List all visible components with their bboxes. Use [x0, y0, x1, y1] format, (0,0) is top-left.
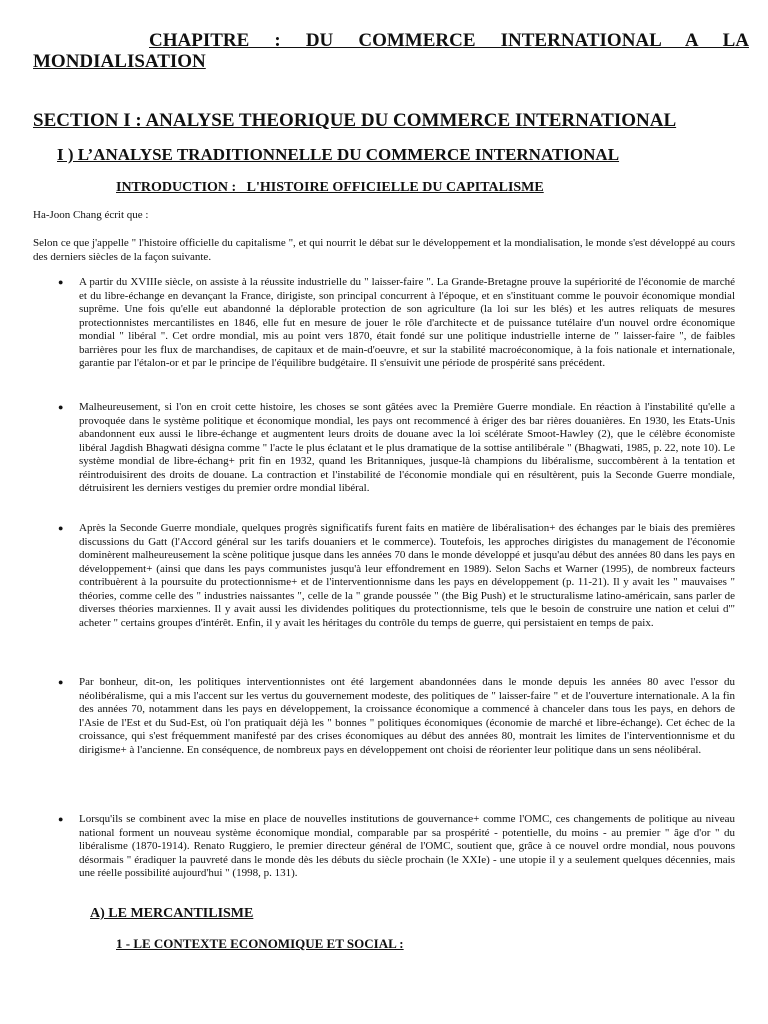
subsection-title: I ) L’ANALYSE TRADITIONNELLE DU COMMERCE INTERNATIONAL [57, 145, 620, 164]
bullet-icon: ● [58, 402, 64, 412]
list-item-text: Lorsqu'ils se combinent avec la mise en place de nouvelles institutions de gouvernance+ comme l'OMC, ces changements de politique au niveau national forment un nouveau système économique mondial, comparable par sa prospérité - potentielle, du moins - au premier " âge d'or " du libéralisme (1870-1914). Renato Ruggiero, le premier directeur général de l'OMC, soutient que, grâce à ce nouvel ordre mondial, nous pouvons désormais " éradiquer la pauvreté dans le monde dès les débuts du siècle prochain (le XXIe) - une utopie il y a seulement quelques décennies, mais une réelle possibilité aujourd'hui " (1998, p. 131). [79, 813, 735, 879]
chapter-title: CHAPITRE : DU COMMERCE INTERNATIONAL A LA MONDIALISATION [33, 30, 749, 72]
heading-mercantilisme: A) LE MERCANTILISME [90, 906, 254, 921]
list-item [33, 276, 735, 371]
author-line: Ha-Joon Chang écrit que : [33, 209, 149, 221]
list-item [33, 676, 735, 757]
list-item [33, 522, 735, 630]
bullet-icon: ● [58, 277, 64, 287]
intro-title: INTRODUCTION : L'HISTOIRE OFFICIELLE DU CAPITALISME [116, 180, 544, 195]
bullet-icon: ● [58, 677, 64, 687]
list-item-text: Malheureusement, si l'on en croit cette histoire, les choses se sont gâtées avec la Première Guerre mondiale. En réaction à l'instabilité qu'elle a provoquée dans le système politique et économique mondial, les pays ont recommencé à ériger des bar rières douanières. En 1930, les Etats-Unis abandonnent eux aussi le libre-échange et augmentent leurs droits de douane avec la loi scélérate Smoot-Hawley (2), que le célèbre économiste libéral Jagdish Bhagwati désigna comme " l'acte le plus éclatant et le plus dramatique de la sottise antilibérale " (Bhagwati, 1985, p. 22, note 10). Le système mondial de libre-échang+ prit fin en 1932, quand les Britanniques, jusque-là champions du libéralisme, succombèrent à la tentation et réintroduisirent des droits de douane. La contraction et l'instabilité de l'économie mondiale qui en résultèrent, puis la Seconde Guerre mondiale, détruisirent les derniers vestiges du premier ordre mondial libéral. [79, 401, 735, 494]
bullet-icon: ● [58, 814, 64, 824]
list-item-text: A partir du XVIIIe siècle, on assiste à la réussite industrielle du " laisser-faire ". La Grande-Bretagne prouve la supériorité de l'économie de marché et du libre-échange en devançant la France, dirigiste, son principal concurrent à l'époque, et en s'instituant comme le pouvoir économique mondial suprême. Une fois qu'elle eut abandonné la déplorable protection de son agriculture (la loi sur les blés) et les autres reliquats de mesures protectionnistes mercantilistes en 1846, elle fut en mesure de jouer le rôle d'architecte et de puissance tutélaire d'un nouvel ordre économique mondial " libéral ". Cet ordre mondial, mis au point vers 1870, était fondé sur une politique industrielle interne de " laisser-faire ", de faibles barrières pour les flux de marchandises, de capitaux et de main-d'oeuvre, et sur la stabilité macroéconomique, à la fois nationale et internationale, garantie par l'étalon-or et par le principe de l'équilibre budgétaire. Il s'ensuivit une période de prospérité sans précédent. [79, 276, 735, 369]
list-item-text: Par bonheur, dit-on, les politiques interventionnistes ont été largement abandonnées dans le monde depuis les années 80 avec l'essor du néolibéralisme, qui a mis l'accent sur les vertus du gouvernement modeste, des politiques de " laisser-faire " et de l'ouverture internationale. A la fin des années 70, notamment dans les pays en développement, la croissance économique a commencé à chanceler dans tous les pays, en dehors de l'Asie de l'Est et du Sud-Est, où l'on pratiquait déjà les " bonnes " politiques économiques (économie de marché et libre-échange). Cet échec de la croissance, qui s'est fréquemment manifesté par des crises économiques au début des années 80, montrait les limites de l'interventionnisme et du dirigisme+ à l'ancienne. En conséquence, de nombreux pays en développement ont choisi de réorienter leur politique dans un sens néolibéral. [79, 676, 735, 756]
intro-paragraph: Selon ce que j'appelle " l'histoire officielle du capitalisme ", et qui nourrit le débat sur le développement et la mondialisation, le monde s'est développé au cours des derniers siècles de la façon suivante. [33, 237, 735, 263]
heading-contexte: 1 - LE CONTEXTE ECONOMIQUE ET SOCIAL : [116, 936, 404, 951]
list-item [33, 401, 735, 496]
bullet-icon: ● [58, 523, 64, 533]
section-title: SECTION I : ANALYSE THEORIQUE DU COMMERCE INTERNATIONAL [33, 110, 677, 131]
list-item [33, 813, 735, 881]
list-item-text: Après la Seconde Guerre mondiale, quelques progrès significatifs furent faits en matière de libéralisation+ des échanges par le biais des premières discussions du Gatt (l'Accord général sur les tarifs douaniers et le commerce). Toutefois, les approches dirigistes du management de l'économie dominèrent malheureusement la scène politique jusque dans les années 70 dans le monde développé et jusqu'au début des années 80 dans les pays en développement+ (ainsi que dans les pays communistes jusqu'à leur effondrement en 1989). Selon Sachs et Warner (1995), de nombreux facteurs contribuèrent à la poursuite du protectionnisme+ et de l'interventionnisme dans les pays en développement (p. 11-21). Il y avait les " mauvaises " théories, comme celle des " industries naissantes ", celle de la " grande poussée " (the Big Push) et le structuralisme latino-américain, sans parler de diverses théories marxiennes. Il y avait aussi les dividendes politiques du protectionnisme, tels que le besoin de construire une nation et celui d'" acheter " certains groupes d'intérêt. Enfin, il y avait les héritages du contrôle du temps de guerre, qui persistaient en temps de paix. [79, 522, 735, 629]
